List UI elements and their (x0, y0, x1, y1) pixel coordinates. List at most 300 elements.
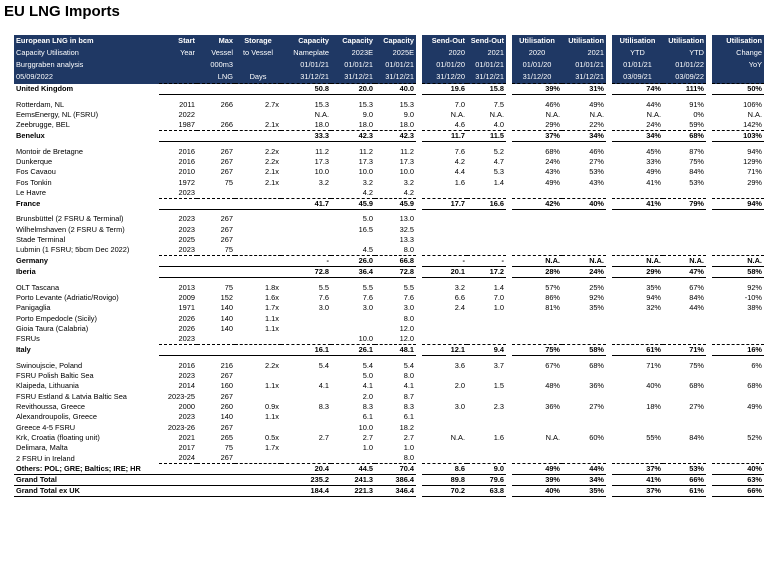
table-row (14, 453, 764, 464)
table-cell (281, 235, 331, 245)
table-cell: 2023 (178, 412, 195, 422)
table-cell: 106% (709, 100, 764, 110)
table-row (14, 167, 764, 177)
table-cell (609, 453, 663, 464)
table-cell: 7.6 (419, 147, 467, 157)
header-cell: 31/12/21 (281, 71, 331, 84)
row-label: 2 FSRU in Ireland (16, 453, 75, 463)
table-cell (281, 225, 331, 235)
table-cell: 1.1x (265, 313, 279, 323)
table-cell: 2.4 (419, 303, 467, 313)
table-cell (467, 443, 509, 453)
table-cell (709, 188, 764, 199)
table-cell: 27% (589, 157, 604, 167)
table-cell (197, 131, 235, 142)
header-cell: 01/01/21 (281, 59, 331, 71)
table-cell: 5.0 (362, 214, 373, 224)
header-cell: 2025E (375, 47, 419, 59)
table-cell: 72.8 (375, 267, 419, 278)
table-cell (509, 235, 562, 245)
table-row (14, 412, 764, 422)
table-cell: 16.1 (281, 345, 331, 356)
table-cell: 29% (709, 177, 764, 187)
table-cell: 2023 (178, 334, 195, 344)
table-cell: 71% (609, 361, 663, 371)
table-cell (663, 371, 709, 381)
table-cell: 66.8 (375, 256, 419, 267)
header-cell: Vessel (197, 47, 235, 59)
table-cell: 1987 (178, 120, 195, 130)
row-label: Porto Levante (Adriatic/Rovigo) (16, 293, 119, 303)
table-cell: 267 (220, 391, 233, 401)
table-cell: 18.0 (314, 120, 329, 130)
row-label: Benelux (16, 131, 45, 141)
table-cell: 216 (220, 360, 233, 370)
table-cell: 10.0 (358, 422, 373, 432)
table-cell (467, 453, 509, 464)
table-cell (609, 392, 663, 402)
table-cell (562, 392, 609, 402)
table-cell: 42% (509, 198, 562, 209)
table-row (14, 371, 764, 381)
table-cell (509, 324, 562, 334)
row-label: Brunsbüttel (2 FSRU & Terminal) (16, 214, 124, 224)
table-cell: 72.8 (281, 267, 331, 278)
header-cell: 2023E (331, 47, 375, 59)
subtotal-row (14, 84, 764, 95)
table-cell (159, 84, 197, 95)
row-label: Panigaglia (16, 303, 51, 313)
header-cell: YTD (663, 47, 709, 59)
table-cell: 34% (562, 131, 609, 142)
table-cell (419, 412, 467, 422)
table-cell: 267 (220, 235, 233, 245)
table-cell (509, 188, 562, 199)
table-cell (235, 188, 281, 199)
table-cell: 45% (609, 147, 663, 157)
table-cell: 92% (589, 293, 604, 303)
table-cell (281, 371, 331, 381)
table-cell: 3.2 (419, 283, 467, 293)
subtotal-row (14, 464, 764, 475)
row-label: Klaipeda, Lithuania (16, 381, 79, 391)
table-cell: 7.5 (493, 99, 504, 109)
table-cell: 4.1 (318, 381, 329, 391)
table-cell: 84% (689, 167, 704, 177)
table-cell (663, 453, 709, 464)
table-cell (235, 235, 281, 245)
table-cell: 4.2 (403, 187, 414, 197)
table-cell (663, 225, 709, 235)
header-cell (159, 71, 197, 84)
table-cell: 17.3 (314, 157, 329, 167)
table-cell: 2000 (178, 401, 195, 411)
header-cell: 01/01/21 (331, 59, 375, 71)
table-cell: 1.7x (265, 443, 279, 453)
table-cell (709, 334, 764, 345)
table-cell: 1.0 (362, 443, 373, 453)
header-cell: Change (709, 47, 764, 59)
table-cell: 1.7x (265, 303, 279, 313)
table-cell: 3.2 (318, 177, 329, 187)
table-cell: 40% (709, 464, 764, 475)
table-cell: 5.0 (362, 371, 373, 381)
table-cell: 58% (562, 345, 609, 356)
table-cell: 129% (709, 157, 764, 167)
table-cell: 5.5 (318, 282, 329, 292)
table-cell: 1.1x (265, 412, 279, 422)
table-cell: 0.9x (265, 401, 279, 411)
table-cell: 140 (220, 324, 233, 333)
table-cell: 267 (220, 453, 233, 463)
table-cell: 15.3 (358, 99, 373, 109)
table-cell: 55% (609, 433, 663, 443)
table-cell: 5.5 (362, 282, 373, 292)
table-cell: 10.0 (358, 334, 373, 344)
row-label: Fos Cavaou (16, 167, 56, 177)
table-cell (281, 412, 331, 422)
table-cell: 48.1 (375, 345, 419, 356)
table-cell: 2023-26 (167, 422, 195, 432)
table-cell (197, 345, 235, 356)
table-cell: 1.4 (493, 282, 504, 292)
table-cell: N.A. (609, 256, 663, 267)
table-cell (419, 371, 467, 381)
table-cell: 75 (224, 282, 233, 292)
table-cell (609, 334, 663, 345)
header-cell: 03/09/21 (609, 71, 663, 84)
table-cell: 386.4 (375, 475, 419, 486)
table-cell: 1.8x (265, 282, 279, 292)
table-cell: 2014 (178, 381, 195, 391)
table-cell (609, 371, 663, 381)
table-cell: 266 (220, 120, 233, 130)
table-cell: 49% (509, 177, 562, 187)
table-cell: 3.6 (419, 361, 467, 371)
table-cell: 17.7 (419, 198, 467, 209)
table-cell: 7.0 (419, 100, 467, 110)
table-cell: N.A. (419, 110, 467, 120)
table-cell (609, 214, 663, 224)
table-row (14, 283, 764, 293)
header-cell: 31/12/21 (331, 71, 375, 84)
table-cell (235, 392, 281, 402)
table-cell (235, 256, 281, 267)
table-cell (663, 188, 709, 199)
table-cell: 22% (589, 120, 604, 130)
row-label: Revithoussa, Greece (16, 401, 86, 411)
header-cell: 2020 (419, 47, 467, 59)
table-cell: 8.3 (362, 401, 373, 411)
table-cell (159, 486, 197, 497)
table-row (14, 314, 764, 324)
table-cell: 2.7 (318, 432, 329, 442)
table-cell: 1.0 (493, 303, 504, 313)
table-cell: 2.0 (362, 391, 373, 401)
table-cell (419, 214, 467, 224)
table-cell: 41% (609, 177, 663, 187)
table-cell (609, 188, 663, 199)
table-cell: 84% (689, 432, 704, 442)
table-header (14, 35, 764, 84)
header-cell: 01/01/21 (375, 59, 419, 71)
table-cell (159, 256, 197, 267)
table-cell (467, 392, 509, 402)
header-cell: YoY (709, 59, 764, 71)
table-cell: 1.1x (265, 381, 279, 391)
lng-imports-table (14, 35, 764, 497)
table-cell (467, 324, 509, 334)
table-cell: 37% (509, 131, 562, 142)
table-cell: 45.9 (331, 198, 375, 209)
table-cell: 50.8 (281, 84, 331, 95)
table-cell: 267 (220, 146, 233, 156)
header-cell: YTD (609, 47, 663, 59)
table-cell (197, 256, 235, 267)
header-cell: Utilisation (509, 35, 562, 47)
table-cell: 4.5 (362, 245, 373, 255)
table-cell (509, 412, 562, 422)
table-cell: 267 (220, 422, 233, 432)
table-cell: - (467, 256, 509, 267)
table-cell: 20.0 (331, 84, 375, 95)
table-cell: 260 (220, 401, 233, 411)
table-cell (467, 371, 509, 381)
table-cell (159, 345, 197, 356)
table-cell: 2023-25 (167, 391, 195, 401)
table-cell (609, 225, 663, 235)
table-cell: 63% (709, 475, 764, 486)
table-cell: 266 (220, 99, 233, 109)
table-cell (663, 412, 709, 422)
table-cell: 7.6 (318, 293, 329, 303)
table-cell: 11.2 (400, 146, 414, 156)
table-cell: 53% (589, 167, 604, 177)
table-cell (562, 214, 609, 224)
table-cell: 47% (663, 267, 709, 278)
table-row (14, 110, 764, 120)
table-cell (235, 453, 281, 464)
header-cell: 05/09/2022 (14, 71, 159, 84)
grand-total-row (14, 486, 764, 497)
table-cell: 2.7x (265, 99, 279, 109)
page-title: EU LNG Imports (4, 3, 120, 20)
table-row (14, 324, 764, 334)
table-row (14, 245, 764, 256)
table-cell (159, 475, 197, 486)
table-cell: 74% (609, 84, 663, 95)
grand-total-row (14, 475, 764, 486)
table-cell: 48% (509, 381, 562, 391)
table-cell: 44% (689, 303, 704, 313)
table-cell (609, 245, 663, 256)
table-cell: 6% (709, 361, 764, 371)
table-cell (281, 422, 331, 432)
table-cell: 94% (709, 147, 764, 157)
header-cell: 31/12/21 (375, 71, 419, 84)
table-cell (509, 453, 562, 464)
table-cell: N.A. (709, 256, 764, 267)
table-cell: 15.3 (314, 99, 329, 109)
table-cell (331, 235, 375, 245)
table-cell: 2.2x (265, 157, 279, 167)
table-cell (197, 475, 235, 486)
table-cell: 8.6 (419, 464, 467, 475)
table-cell: 24% (509, 157, 562, 167)
table-cell: 2025 (178, 235, 195, 245)
table-cell: 1.4 (493, 177, 504, 187)
header-cell (235, 59, 281, 71)
table-cell: 6.1 (403, 412, 414, 422)
table-cell (467, 188, 509, 199)
table-cell: N.A. (509, 433, 562, 443)
subtotal-row (14, 267, 764, 278)
header-cell: 01/01/20 (419, 59, 467, 71)
header-cell (159, 59, 197, 71)
table-cell (562, 324, 609, 334)
table-cell: 49% (609, 167, 663, 177)
header-cell: Utilisation (663, 35, 709, 47)
table-cell (235, 110, 281, 120)
table-cell (419, 235, 467, 245)
table-row (14, 157, 764, 167)
table-cell: 41.7 (281, 198, 331, 209)
table-cell: 2010 (178, 167, 195, 177)
table-cell: 5.2 (493, 146, 504, 156)
table-cell: 81% (509, 303, 562, 313)
table-row (14, 225, 764, 235)
table-row (14, 177, 764, 187)
table-cell (509, 371, 562, 381)
table-cell: 8.3 (403, 401, 414, 411)
table-cell: 184.4 (281, 486, 331, 497)
table-cell (709, 453, 764, 464)
table-cell: 18.0 (399, 120, 414, 130)
table-cell: 5.4 (403, 360, 414, 370)
table-cell: 67% (509, 361, 562, 371)
row-label: OLT Tascana (16, 282, 60, 292)
table-cell: 13.3 (399, 235, 414, 245)
table-cell: 140 (220, 412, 233, 422)
table-cell: 36% (509, 402, 562, 412)
header-cell: Utilisation (709, 35, 764, 47)
table-cell: 10.0 (314, 167, 329, 177)
table-cell: 60% (589, 432, 604, 442)
table-cell: N.A. (562, 256, 609, 267)
table-cell (281, 392, 331, 402)
table-cell (281, 314, 331, 324)
table-cell (281, 245, 331, 256)
table-cell: 8.3 (318, 401, 329, 411)
table-cell: 71% (709, 167, 764, 177)
table-cell (419, 245, 467, 256)
table-cell: 2022 (178, 109, 195, 119)
table-cell (467, 422, 509, 432)
table-cell (235, 334, 281, 345)
table-cell: 160 (220, 381, 233, 391)
table-cell: 20.1 (419, 267, 467, 278)
table-cell: 13.0 (399, 214, 414, 224)
table-cell: 2026 (178, 324, 195, 333)
header-cell: Capacity (281, 35, 331, 47)
table-cell: 4.1 (403, 381, 414, 391)
table-cell: 1.5 (493, 381, 504, 391)
table-cell (281, 453, 331, 464)
table-cell: 18.0 (358, 120, 373, 130)
table-cell (235, 214, 281, 224)
table-cell (331, 453, 375, 464)
table-cell (509, 334, 562, 345)
table-cell: 75% (689, 157, 704, 167)
table-cell: 4.6 (419, 120, 467, 131)
header-row (14, 35, 764, 47)
table-cell: 25% (589, 282, 604, 292)
table-cell: 3.7 (493, 360, 504, 370)
header-cell: Nameplate (281, 47, 331, 59)
table-cell (197, 486, 235, 497)
table-cell: 9.0 (362, 109, 373, 119)
table-cell (562, 314, 609, 324)
table-cell: 38% (709, 303, 764, 313)
table-cell (663, 314, 709, 324)
table-cell: 15.8 (467, 84, 509, 95)
row-label: Delimara, Malta (16, 443, 68, 453)
table-cell: 2016 (178, 157, 195, 167)
table-cell (235, 371, 281, 381)
table-row (14, 214, 764, 224)
table-cell: - (281, 256, 331, 267)
table-cell (281, 334, 331, 345)
table-cell: 49% (709, 402, 764, 412)
header-cell: 01/01/21 (609, 59, 663, 71)
table-cell: 0.5x (265, 432, 279, 442)
table-cell: 4.0 (493, 120, 504, 130)
table-cell: 37% (609, 464, 663, 475)
table-cell: 17.2 (467, 267, 509, 278)
header-cell: Burggraben analysis (14, 59, 159, 71)
table-cell: 267 (220, 371, 233, 381)
table-cell: N.A. (589, 109, 604, 119)
table-cell: 5.4 (318, 360, 329, 370)
table-cell (709, 443, 764, 453)
table-cell (235, 486, 281, 497)
table-cell: 43% (589, 177, 604, 187)
table-cell (419, 225, 467, 235)
table-cell (562, 371, 609, 381)
table-cell: 8.0 (403, 453, 414, 463)
table-cell: 10.0 (358, 167, 373, 177)
table-cell: 34% (609, 131, 663, 142)
table-cell: 2023 (178, 224, 195, 234)
table-cell (709, 225, 764, 235)
table-cell: 91% (689, 99, 704, 109)
table-cell (562, 245, 609, 256)
table-cell: 68% (663, 131, 709, 142)
table-row (14, 381, 764, 391)
table-cell: 26.1 (331, 345, 375, 356)
table-cell (419, 324, 467, 334)
row-label: EemsEnergy, NL (FSRU) (16, 109, 99, 119)
row-label: Swinoujscie, Poland (16, 360, 83, 370)
table-cell: 29% (509, 120, 562, 131)
row-label: Grand Total (14, 475, 159, 486)
row-label: Iberia (16, 267, 36, 277)
table-cell: 7.6 (362, 293, 373, 303)
header-cell: Send-Out (419, 35, 467, 47)
table-cell: 33% (609, 157, 663, 167)
table-cell (562, 188, 609, 199)
table-cell (467, 225, 509, 235)
